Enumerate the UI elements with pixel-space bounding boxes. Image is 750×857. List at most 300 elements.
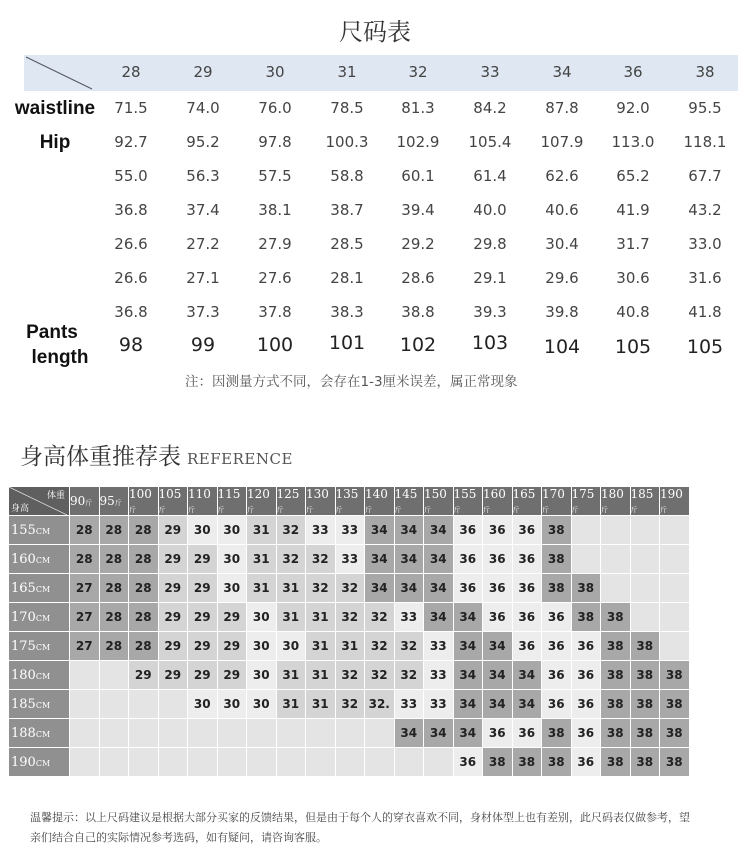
weight-unit: 斤 — [217, 506, 225, 514]
size-recommendation-cell: 36 — [454, 516, 483, 544]
size-recommendation-cell: 36 — [513, 719, 542, 747]
size-recommendation-cell — [129, 719, 158, 747]
size-recommendation-cell — [218, 719, 247, 747]
weight-header-cell — [218, 487, 247, 515]
size-cell: 37.4 — [186, 201, 220, 219]
size-recommendation-cell — [70, 690, 99, 718]
size-recommendation-cell — [247, 748, 276, 776]
size-cell: 37.8 — [258, 303, 292, 321]
height-label — [9, 603, 69, 631]
pants-length-cell: 105 — [614, 336, 652, 358]
height-label — [9, 574, 69, 602]
tips-line-1: 温馨提示：以上尺码建议是根据大部分买家的反馈结果，但是由于每个人的穿衣喜欢不同，身材体型上也有差别，此尺码表仅做参考，望 — [30, 811, 690, 824]
weight-value: 105 — [158, 487, 182, 501]
weight-header-cell — [454, 487, 483, 515]
height-label — [9, 516, 69, 544]
size-row — [0, 199, 750, 229]
height-label — [9, 748, 69, 776]
size-recommendation-cell: 34 — [513, 690, 542, 718]
size-recommendation-cell — [100, 748, 129, 776]
size-cell: 36.8 — [114, 201, 148, 219]
height-unit: CM — [35, 613, 51, 623]
weight-value: 125 — [276, 487, 300, 501]
row-label: waistline — [14, 98, 96, 119]
size-cell: 31.7 — [616, 235, 650, 253]
size-header-31: 31 — [337, 63, 357, 81]
size-recommendation-cell: 38 — [660, 748, 689, 776]
weight-header-cell — [129, 487, 158, 515]
size-recommendation-cell: 27 — [70, 574, 99, 602]
size-recommendation-cell: 34 — [483, 661, 512, 689]
size-header-36: 36 — [623, 63, 643, 81]
size-header-28: 28 — [121, 63, 141, 81]
size-recommendation-cell: 31 — [306, 632, 335, 660]
size-cell: 38.7 — [330, 201, 364, 219]
size-recommendation-cell — [601, 516, 630, 544]
size-recommendation-cell: 28 — [129, 574, 158, 602]
size-recommendation-cell — [631, 545, 660, 573]
size-cell: 38.8 — [401, 303, 435, 321]
weight-value: 160 — [483, 487, 506, 501]
size-recommendation-cell — [365, 748, 394, 776]
height-value: 185 — [11, 696, 36, 712]
size-recommendation-cell — [631, 516, 660, 544]
weight-value: 110 — [188, 487, 211, 501]
weight-header-cell — [159, 487, 188, 515]
size-recommendation-cell — [188, 719, 217, 747]
size-recommendation-cell: 38 — [601, 748, 630, 776]
size-cell: 74.0 — [186, 99, 220, 117]
weight-unit: 斤 — [660, 506, 667, 514]
size-recommendation-cell — [660, 632, 689, 660]
size-recommendation-cell — [188, 748, 217, 776]
size-recommendation-cell: 38 — [631, 690, 660, 718]
size-recommendation-cell: 38 — [631, 632, 660, 660]
size-recommendation-cell: 34 — [454, 632, 483, 660]
size-cell: 30.4 — [545, 235, 579, 253]
size-recommendation-cell: 30 — [218, 690, 247, 718]
weight-value: 185 — [630, 487, 654, 501]
size-recommendation-cell: 28 — [70, 516, 99, 544]
size-cell: 55.0 — [114, 167, 148, 185]
size-recommendation-cell: 34 — [395, 516, 424, 544]
size-recommendation-cell: 32 — [306, 574, 335, 602]
size-recommendation-cell: 34 — [395, 574, 424, 602]
weight-value: 190 — [660, 487, 683, 501]
size-recommendation-cell: 38 — [601, 719, 630, 747]
size-cell: 107.9 — [540, 133, 584, 151]
weight-value: 115 — [217, 487, 241, 501]
size-recommendation-cell: 36 — [454, 545, 483, 573]
size-recommendation-cell: 32 — [365, 603, 394, 631]
height-row — [9, 690, 689, 718]
weight-header-cell — [277, 487, 306, 515]
size-recommendation-cell — [631, 574, 660, 602]
size-cell: 113.0 — [611, 133, 655, 151]
size-recommendation-cell: 27 — [70, 603, 99, 631]
size-recommendation-cell: 30 — [218, 545, 247, 573]
weight-header-cell — [100, 487, 129, 515]
size-cell: 40.6 — [545, 201, 579, 219]
weight-unit: 斤 — [424, 506, 431, 514]
size-recommendation-cell: 33 — [336, 545, 365, 573]
reference-title-en: REFERENCE — [187, 450, 293, 468]
weight-value: 180 — [601, 487, 624, 501]
corner-weight: 体重 — [46, 491, 65, 501]
size-recommendation-cell: 31 — [247, 574, 276, 602]
size-recommendation-cell: 36 — [483, 603, 512, 631]
size-cell: 33.0 — [688, 235, 722, 253]
size-recommendation-cell: 31 — [247, 545, 276, 573]
weight-value: 95 — [99, 494, 115, 508]
size-cell: 92.0 — [616, 99, 650, 117]
size-recommendation-cell: 30 — [218, 574, 247, 602]
size-recommendation-cell: 28 — [129, 516, 158, 544]
pants-length-cell: 100 — [256, 334, 294, 356]
size-recommendation-cell: 29 — [188, 632, 217, 660]
size-recommendation-cell: 31 — [306, 661, 335, 689]
size-recommendation-cell: 31 — [277, 574, 306, 602]
size-recommendation-cell: 28 — [100, 545, 129, 573]
size-recommendation-cell: 38 — [631, 748, 660, 776]
size-recommendation-cell: 36 — [483, 516, 512, 544]
size-recommendation-cell — [306, 719, 335, 747]
size-row — [0, 233, 750, 263]
size-cell: 38.1 — [258, 201, 292, 219]
size-cell: 36.8 — [114, 303, 148, 321]
size-recommendation-cell: 29 — [188, 603, 217, 631]
size-cell: 100.3 — [325, 133, 369, 151]
size-recommendation-cell: 34 — [365, 574, 394, 602]
size-recommendation-cell: 36 — [572, 661, 601, 689]
size-recommendation-cell: 38 — [601, 632, 630, 660]
pants-length-row — [0, 320, 750, 370]
size-cell: 27.2 — [186, 235, 220, 253]
pants-length-cell: 102 — [399, 334, 437, 356]
weight-unit: 斤 — [601, 506, 608, 514]
size-recommendation-cell — [601, 574, 630, 602]
size-recommendation-cell: 36 — [572, 632, 601, 660]
weight-unit: 斤 — [276, 506, 284, 514]
size-recommendation-cell: 38 — [660, 719, 689, 747]
size-recommendation-cell — [129, 690, 158, 718]
size-recommendation-cell: 32. — [365, 690, 394, 718]
size-recommendation-cell: 30 — [247, 690, 276, 718]
weight-header-cell — [483, 487, 512, 515]
size-cell: 27.1 — [186, 269, 220, 287]
size-cell: 97.8 — [258, 133, 292, 151]
weight-value: 120 — [247, 487, 270, 501]
size-recommendation-cell: 38 — [483, 748, 512, 776]
height-value: 160 — [11, 551, 36, 567]
height-label — [9, 690, 69, 718]
weight-unit: 斤 — [129, 506, 136, 514]
size-recommendation-cell: 31 — [247, 516, 276, 544]
size-cell: 87.8 — [545, 99, 579, 117]
size-cell: 57.5 — [258, 167, 292, 185]
size-recommendation-cell: 27 — [70, 632, 99, 660]
size-recommendation-cell: 28 — [129, 545, 158, 573]
size-recommendation-cell: 28 — [100, 574, 129, 602]
size-cell: 27.9 — [258, 235, 292, 253]
size-cell: 92.7 — [114, 133, 148, 151]
weight-value: 155 — [453, 487, 477, 501]
size-recommendation-cell: 32 — [395, 661, 424, 689]
size-recommendation-cell: 34 — [365, 545, 394, 573]
size-cell: 40.0 — [473, 201, 507, 219]
size-recommendation-cell: 28 — [70, 545, 99, 573]
size-row — [0, 267, 750, 297]
size-recommendation-cell: 36 — [513, 632, 542, 660]
height-value: 175 — [11, 638, 36, 654]
size-recommendation-cell: 30 — [188, 516, 217, 544]
size-recommendation-cell: 28 — [129, 603, 158, 631]
height-value: 190 — [11, 754, 36, 770]
height-unit: CM — [35, 758, 51, 768]
size-cell: 30.6 — [616, 269, 650, 287]
weight-unit: 斤 — [335, 506, 343, 514]
weight-header-cell — [572, 487, 601, 515]
size-recommendation-cell — [601, 545, 630, 573]
size-recommendation-cell: 30 — [247, 661, 276, 689]
weight-header-cell — [365, 487, 394, 515]
diagonal-line — [24, 55, 94, 91]
pants-label-2: length — [31, 347, 89, 368]
size-recommendation-cell: 36 — [454, 748, 483, 776]
size-recommendation-cell: 29 — [218, 661, 247, 689]
height-value: 155 — [11, 522, 36, 538]
weight-unit: 斤 — [394, 506, 402, 514]
weight-unit: 斤 — [571, 506, 579, 514]
weight-unit: 斤 — [542, 506, 549, 514]
weight-unit: 斤 — [453, 506, 461, 514]
size-recommendation-cell: 34 — [454, 661, 483, 689]
size-recommendation-cell: 29 — [188, 574, 217, 602]
height-label — [9, 661, 69, 689]
size-recommendation-cell — [336, 748, 365, 776]
size-recommendation-cell — [660, 574, 689, 602]
size-recommendation-cell: 32 — [277, 516, 306, 544]
size-recommendation-cell: 29 — [159, 516, 188, 544]
height-weight-grid — [8, 486, 690, 777]
size-recommendation-cell: 33 — [424, 661, 453, 689]
weight-header-cell — [631, 487, 660, 515]
size-recommendation-cell: 31 — [306, 690, 335, 718]
size-recommendation-cell: 36 — [542, 632, 571, 660]
size-header-32: 32 — [408, 63, 428, 81]
height-unit: CM — [35, 729, 51, 739]
size-recommendation-cell — [660, 603, 689, 631]
size-recommendation-cell: 29 — [218, 632, 247, 660]
size-recommendation-cell: 36 — [542, 603, 571, 631]
size-recommendation-cell — [159, 748, 188, 776]
size-recommendation-cell: 34 — [424, 545, 453, 573]
height-unit: CM — [35, 526, 51, 536]
size-recommendation-cell — [306, 748, 335, 776]
size-recommendation-cell: 38 — [542, 719, 571, 747]
pants-length-cell: 99 — [190, 334, 216, 356]
size-recommendation-cell: 34 — [424, 719, 453, 747]
size-cell: 41.9 — [616, 201, 650, 219]
weight-value: 165 — [512, 487, 536, 501]
size-recommendation-cell: 31 — [277, 661, 306, 689]
pants-length-cell: 98 — [118, 334, 144, 356]
height-value: 170 — [11, 609, 36, 625]
size-cell: 78.5 — [330, 99, 364, 117]
size-recommendation-cell: 36 — [513, 574, 542, 602]
height-row — [9, 516, 689, 544]
height-row — [9, 603, 689, 631]
size-recommendation-cell: 33 — [306, 516, 335, 544]
size-recommendation-cell — [218, 748, 247, 776]
size-recommendation-cell: 29 — [159, 603, 188, 631]
weight-unit: 斤 — [188, 506, 195, 514]
size-header-30: 30 — [265, 63, 285, 81]
pants-length-cell: 104 — [543, 336, 581, 358]
size-cell: 28.5 — [330, 235, 364, 253]
size-recommendation-cell: 32 — [336, 661, 365, 689]
size-recommendation-cell: 30 — [277, 632, 306, 660]
height-row — [9, 661, 689, 689]
height-row — [9, 545, 689, 573]
size-cell: 84.2 — [473, 99, 507, 117]
row-label: Hip — [39, 132, 71, 153]
height-value: 165 — [11, 580, 36, 596]
size-recommendation-cell: 34 — [424, 574, 453, 602]
corner-diagonal — [9, 487, 67, 515]
size-recommendation-cell: 33 — [336, 516, 365, 544]
measurement-note: 注：因测量方式不同，会存在1-3厘米误差，属正常现象 — [185, 374, 518, 390]
size-recommendation-cell: 31 — [306, 603, 335, 631]
size-recommendation-cell: 34 — [424, 603, 453, 631]
size-recommendation-cell: 33 — [395, 603, 424, 631]
size-recommendation-cell: 36 — [483, 719, 512, 747]
size-recommendation-cell: 29 — [159, 574, 188, 602]
tips-note — [30, 808, 730, 848]
pants-label-1: Pants — [26, 322, 78, 343]
size-recommendation-cell: 36 — [572, 719, 601, 747]
size-recommendation-cell — [100, 661, 129, 689]
size-recommendation-cell: 38 — [572, 603, 601, 631]
size-cell: 67.7 — [688, 167, 722, 185]
height-row — [9, 574, 689, 602]
size-recommendation-cell — [395, 748, 424, 776]
weight-value: 140 — [365, 487, 388, 501]
size-recommendation-cell: 38 — [572, 574, 601, 602]
weight-header-cell — [247, 487, 276, 515]
corner-height: 身高 — [11, 504, 30, 514]
size-recommendation-cell — [660, 516, 689, 544]
size-recommendation-cell: 38 — [542, 516, 571, 544]
weight-header-cell — [336, 487, 365, 515]
size-cell: 71.5 — [114, 99, 148, 117]
size-recommendation-cell — [572, 516, 601, 544]
weight-unit: 斤 — [483, 506, 490, 514]
weight-value: 100 — [129, 487, 152, 501]
weight-header-cell — [424, 487, 453, 515]
size-recommendation-cell: 32 — [306, 545, 335, 573]
size-recommendation-cell: 36 — [572, 748, 601, 776]
size-cell: 39.4 — [401, 201, 435, 219]
size-recommendation-cell: 36 — [542, 690, 571, 718]
size-cell: 38.3 — [330, 303, 364, 321]
size-cell: 29.8 — [473, 235, 507, 253]
size-recommendation-cell: 32 — [336, 603, 365, 631]
size-cell: 81.3 — [401, 99, 435, 117]
size-recommendation-cell: 28 — [129, 632, 158, 660]
size-cell: 39.8 — [545, 303, 579, 321]
size-recommendation-cell: 38 — [601, 603, 630, 631]
height-row — [9, 719, 689, 747]
size-recommendation-cell: 32 — [365, 661, 394, 689]
reference-title-cn: 身高体重推荐表 — [20, 444, 181, 470]
size-chart-title: 尺码表 — [339, 18, 411, 46]
size-recommendation-cell: 30 — [247, 603, 276, 631]
size-recommendation-cell: 32 — [365, 632, 394, 660]
size-recommendation-cell: 34 — [454, 719, 483, 747]
size-cell: 29.2 — [401, 235, 435, 253]
size-cell: 56.3 — [186, 167, 220, 185]
weight-unit: 斤 — [306, 506, 313, 514]
weight-header-cell — [306, 487, 335, 515]
pants-length-cell: 103 — [471, 332, 509, 354]
size-recommendation-cell: 38 — [660, 690, 689, 718]
size-recommendation-cell — [631, 603, 660, 631]
size-header-29: 29 — [193, 63, 213, 81]
size-recommendation-cell: 34 — [483, 690, 512, 718]
weight-header-cell — [542, 487, 571, 515]
size-recommendation-cell: 32 — [336, 690, 365, 718]
size-recommendation-cell: 33 — [424, 690, 453, 718]
size-cell: 26.6 — [114, 235, 148, 253]
weight-unit: 斤 — [114, 499, 122, 507]
size-recommendation-cell: 33 — [424, 632, 453, 660]
size-recommendation-cell: 36 — [454, 574, 483, 602]
size-header-38: 38 — [695, 63, 715, 81]
size-cell: 29.1 — [473, 269, 507, 287]
height-label — [9, 632, 69, 660]
height-unit: CM — [35, 700, 51, 710]
size-recommendation-cell: 38 — [542, 748, 571, 776]
size-recommendation-cell — [247, 719, 276, 747]
size-recommendation-cell — [365, 719, 394, 747]
size-cell: 102.9 — [396, 133, 440, 151]
size-recommendation-cell: 36 — [513, 545, 542, 573]
weight-header-cell — [601, 487, 630, 515]
height-unit: CM — [35, 671, 51, 681]
size-recommendation-cell: 30 — [188, 690, 217, 718]
size-recommendation-cell: 34 — [395, 719, 424, 747]
size-row — [0, 131, 750, 161]
size-row — [0, 97, 750, 127]
size-recommendation-cell — [70, 661, 99, 689]
size-cell: 26.6 — [114, 269, 148, 287]
size-cell: 37.3 — [186, 303, 220, 321]
size-cell: 65.2 — [616, 167, 650, 185]
size-recommendation-cell: 36 — [483, 545, 512, 573]
size-recommendation-cell: 33 — [395, 690, 424, 718]
size-recommendation-cell: 32 — [277, 545, 306, 573]
size-cell: 61.4 — [473, 167, 507, 185]
size-recommendation-cell: 38 — [660, 661, 689, 689]
size-cell: 58.8 — [330, 167, 364, 185]
weight-unit: 斤 — [85, 499, 93, 507]
size-recommendation-cell: 28 — [100, 516, 129, 544]
size-recommendation-cell: 31 — [277, 690, 306, 718]
height-unit: CM — [35, 642, 51, 652]
size-cell: 41.8 — [688, 303, 722, 321]
size-recommendation-cell: 29 — [159, 661, 188, 689]
